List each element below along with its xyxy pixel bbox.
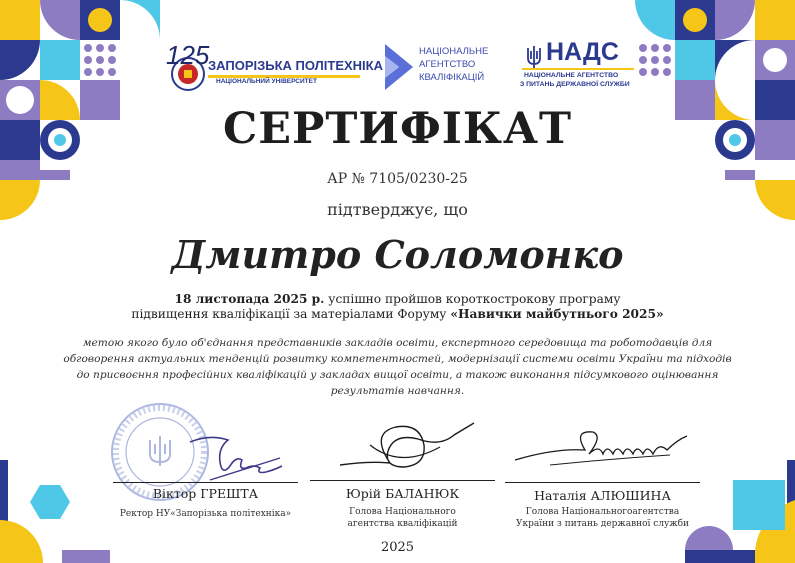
trident-icon: [526, 45, 542, 69]
signatory-aliushyna: [505, 482, 700, 532]
zp-subtitle: НАЦІОНАЛЬНИЙ УНІВЕРСИТЕТ: [216, 78, 317, 85]
issue-year: 2025: [380, 540, 415, 555]
signatory-name: Віктор ГРЕШТА: [152, 486, 259, 501]
nak-chevron-icon: [383, 42, 415, 92]
signature-line: [310, 480, 495, 481]
nak-line-2: АГЕНТСТВО: [419, 59, 476, 70]
completion-paragraph: [100, 292, 695, 322]
nak-line-1: НАЦІОНАЛЬНЕ: [419, 46, 489, 57]
program-name: «Навички майбутнього 2025»: [450, 307, 664, 321]
zp-name: ЗАПОРІЗЬКА ПОЛІТЕХНІКА: [208, 58, 383, 73]
signatory-role: Ректор НУ«Запорізька політехніка»: [119, 509, 292, 519]
completion-text-a: успішно пройшов короткострокову програму: [324, 292, 621, 306]
signature-aliushyna: [510, 425, 700, 475]
zaporizhzhia-polytechnic-logo: [160, 40, 383, 94]
signatory-greshta: [113, 482, 298, 522]
completion-text-b: підвищення кваліфікації за матеріалами Форуму: [131, 307, 451, 321]
nads-logo: [514, 40, 644, 96]
nads-underline: [522, 68, 634, 70]
nads-line-1: НАЦІОНАЛЬНЕ АГЕНТСТВО: [524, 72, 619, 79]
signatory-role-line-2: України з питань державної служби: [515, 519, 690, 529]
certificate-title: СЕРТИФІКАТ: [222, 104, 572, 154]
purpose-paragraph: метою якого було об'єднання представників закладів освіти, експертного середовища та роботодавців для обговорення актуальних тенденцій розвитку компетентностей, модернізації системи освіти України та підходів до присвоєння професійних кваліфікацій у закладах вищої освіти, а також виконання підсумкового оцінювання результатів навчання.: [63, 337, 732, 397]
signatory-name: Наталія АЛЮШИНА: [534, 488, 671, 503]
nak-logo: [383, 42, 503, 94]
signatory-name: Юрій БАЛАНЮК: [345, 486, 460, 501]
certificate-number: АР № 7105/0230-25: [327, 171, 468, 187]
signature-greshta: [180, 430, 290, 485]
signatory-balaniuk: [310, 480, 495, 530]
nads-line-2: З ПИТАНЬ ДЕРЖАВНОЇ СЛУЖБИ: [520, 81, 630, 88]
confirms-text: підтверджує, що: [327, 200, 468, 219]
recipient-name: Дмитро Соломонко: [171, 232, 624, 277]
signatory-role-line-1: Голова Національногоагентства: [525, 507, 680, 517]
signatory-role-line-2: агентства кваліфікацій: [347, 519, 458, 529]
signature-balaniuk: [330, 420, 480, 480]
nads-name: НАДС: [546, 38, 619, 66]
signature-line: [113, 482, 298, 483]
logo-row: [0, 40, 795, 100]
zp-anniversary-number: 125: [166, 40, 210, 70]
nak-line-3: КВАЛІФІКАЦІЙ: [419, 72, 485, 83]
signature-line: [505, 482, 700, 483]
signatory-role-line-1: Голова Національного: [349, 507, 456, 517]
completion-date: 18 листопада 2025 р.: [174, 292, 325, 306]
